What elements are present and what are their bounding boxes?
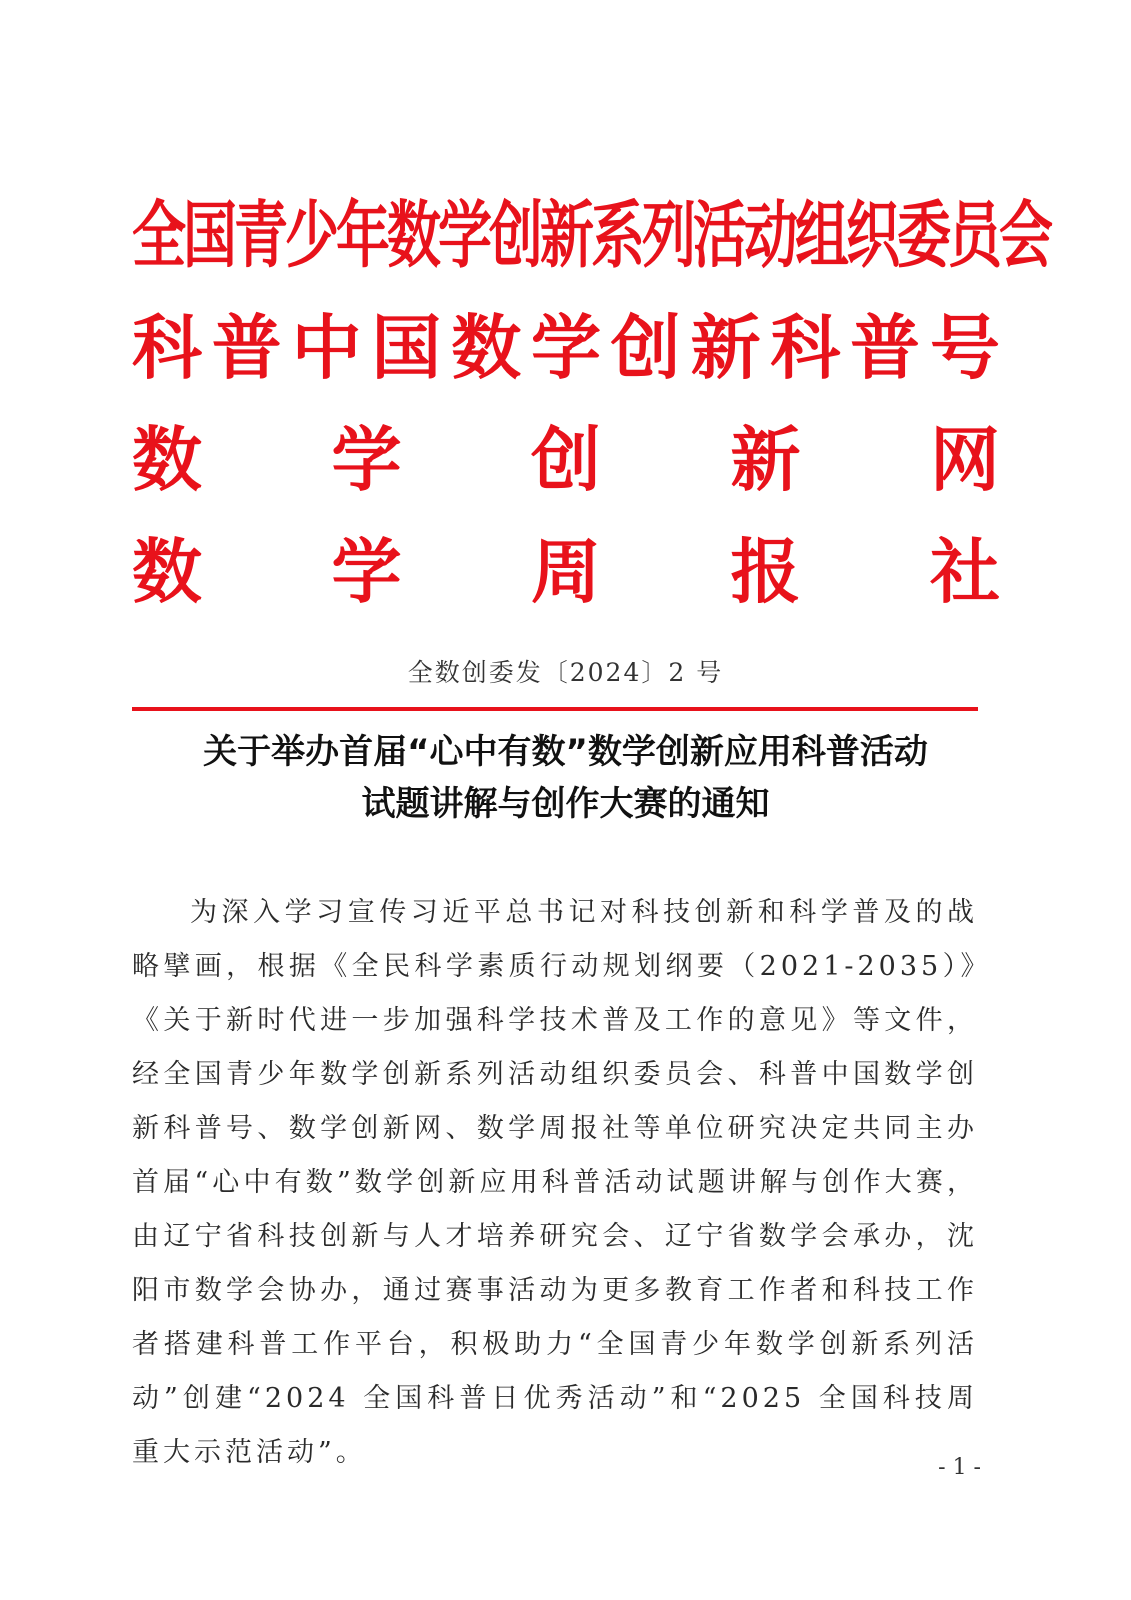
- issuer-header: [132, 180, 1050, 628]
- issuer-line-4: [132, 516, 1000, 628]
- issuer-char: 学: [438, 192, 489, 278]
- issuer-char: 新: [690, 307, 761, 389]
- title-line-1: 关于举办首届“心中有数”数学创新应用科普活动: [203, 732, 928, 772]
- issuer-char: 社: [930, 531, 1000, 613]
- issuer-char: 学: [331, 531, 402, 613]
- issuer-char: 科: [770, 307, 841, 389]
- issuer-char: 年: [336, 192, 387, 278]
- issuer-char: 员: [948, 192, 999, 278]
- issuer-char: 创: [489, 192, 540, 278]
- issuer-char: 委: [897, 192, 948, 278]
- issuer-char: 创: [531, 419, 601, 501]
- issuer-char: 新: [540, 192, 591, 278]
- issuer-char: 活: [693, 192, 744, 278]
- issuer-char: 全: [132, 192, 183, 278]
- issuer-char: 中: [291, 307, 362, 389]
- issuer-line-3: [132, 404, 1000, 516]
- issuer-char: 周: [531, 531, 601, 613]
- title-line-2: 试题讲解与创作大赛的通知: [361, 784, 770, 824]
- issuer-char: 科: [132, 307, 202, 389]
- document-title: [0, 726, 1131, 830]
- issuer-char: 列: [642, 192, 693, 278]
- issuer-char: 数: [132, 531, 202, 613]
- issuer-char: 国: [371, 307, 442, 389]
- issuer-char: 学: [331, 419, 402, 501]
- issuer-char: 号: [929, 307, 1000, 389]
- issuer-char: 普: [211, 307, 282, 389]
- issuer-char: 少: [285, 192, 336, 278]
- issuer-char: 新: [730, 419, 801, 501]
- issuer-char: 系: [591, 192, 642, 278]
- issuer-char: 报: [730, 531, 801, 613]
- page-number: - 1 -: [938, 1455, 981, 1480]
- issuer-char: 数: [451, 307, 522, 389]
- red-divider: [132, 707, 978, 711]
- issuer-char: 网: [930, 419, 1000, 501]
- issuer-char: 数: [132, 419, 202, 501]
- issuer-line-1: [132, 160, 1050, 311]
- issuer-char: 组: [795, 192, 846, 278]
- issuer-char: 会: [999, 192, 1050, 278]
- document-number: 全数创委发〔2024〕2 号: [407, 658, 724, 687]
- issuer-char: 创: [610, 307, 681, 389]
- issuer-char: 普: [850, 307, 921, 389]
- issuer-char: 动: [744, 192, 795, 278]
- issuer-char: 数: [387, 192, 438, 278]
- issuer-char: 青: [234, 192, 285, 278]
- issuer-char: 织: [846, 192, 897, 278]
- issuer-char: 学: [530, 307, 601, 389]
- issuer-char: 国: [183, 192, 234, 278]
- body-paragraph: 为深入学习宣传习近平总书记对科技创新和科学普及的战略擘画，根据《全民科学素质行动规划纲要（2021-2035）》《关于新时代进一步加强科学技术普及工作的意见》等文件，经全国青少年数学创新系列活动组织委员会、科普中国数学创新科普号、数学创新网、数学周报社等单位研究决定共同主办首届“心中有数”数学创新应用科普活动试题讲解与创作大赛，由辽宁省科技创新与人才培养研究会、辽宁省数学会承办，沈阳市数学会协办，通过赛事活动为更多教育工作者和科技工作者搭建科普工作平台，积极助力“全国青少年数学创新系列活动”创建“2024 全国科普日优秀活动”和“2025 全国科技周重大示范活动”。: [132, 897, 978, 1468]
